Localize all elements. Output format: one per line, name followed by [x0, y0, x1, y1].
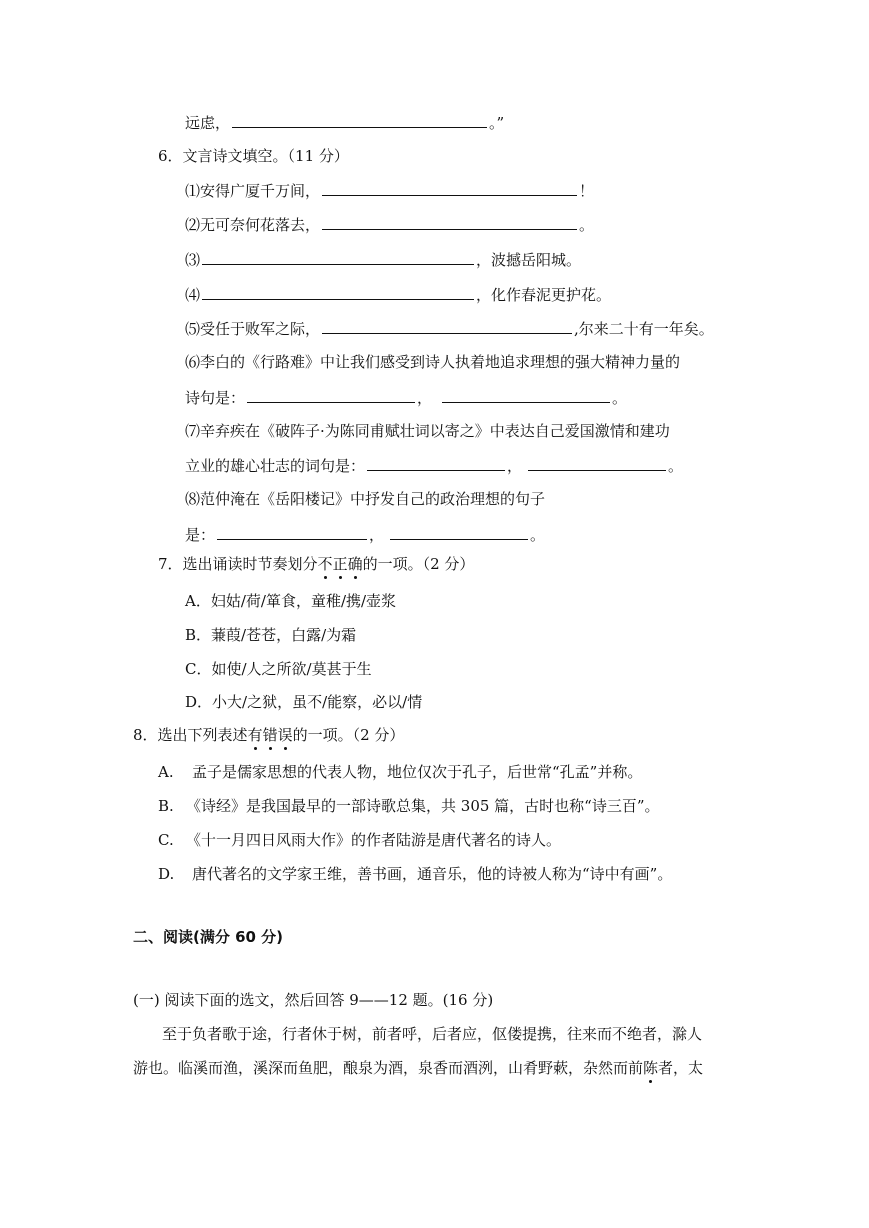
question-8-option-a: 孟子是儒家思想的代表人物，地位仅次于孔子，后世常“孔孟”并称。 [192, 763, 643, 781]
emphasis-dot-char: 不 [317, 555, 333, 573]
emphasis-dot-char: 误 [277, 726, 293, 744]
emphasis-dot-char: 陈 [643, 1059, 659, 1077]
line-continuation [185, 112, 504, 133]
text: ，波撼岳阳城。 [476, 251, 582, 269]
question-6-5 [185, 318, 714, 339]
section-2-heading: 二、阅读(满分 60 分) [133, 928, 284, 946]
answer-blank[interactable] [442, 387, 610, 403]
question-8-option-a-label: A. [158, 763, 174, 781]
emphasis-dot-char: 正 [332, 555, 348, 573]
passage-line-2 [133, 1058, 703, 1078]
text: 。 [579, 216, 595, 234]
text: 。” [489, 114, 505, 132]
text: ， [417, 389, 433, 407]
question-6-8 [185, 524, 545, 545]
question-8-option-c-label: C. [158, 831, 174, 849]
answer-blank[interactable] [322, 318, 572, 334]
question-6-2 [185, 214, 594, 235]
question-8-option-b: 《诗经》是我国最早的一部诗歌总集，共 305 篇，古时也称“诗三百”。 [186, 797, 660, 815]
text: 是： [185, 526, 216, 544]
answer-blank[interactable] [232, 112, 487, 128]
text: ， [507, 457, 523, 475]
question-8-option-b-label: B. [158, 797, 174, 815]
text: 。 [530, 526, 546, 544]
question-6-6 [185, 387, 627, 408]
answer-blank[interactable] [322, 180, 577, 196]
text: ,尔来二十有一年矣。 [574, 320, 714, 338]
text: 7．选出诵读时节奏划分 [158, 555, 318, 573]
text: ⑴安得广厦千万间， [185, 182, 321, 200]
text: 诗句是： [185, 389, 246, 407]
question-6-1 [185, 180, 594, 201]
answer-blank[interactable] [217, 524, 367, 540]
text: ！ [579, 182, 595, 200]
text: 的一项。（2 分） [292, 726, 405, 744]
question-8-option-c: 《十一月四日风雨大作》的作者陆游是唐代著名的诗人。 [186, 831, 562, 849]
text: 远虑， [185, 114, 231, 132]
question-6-8-prompt: ⑻范仲淹在《岳阳楼记》中抒发自己的政治理想的句子 [185, 490, 546, 508]
question-6-7-prompt: ⑺辛弃疾在《破阵子·为陈同甫赋壮词以寄之》中表达自己爱国激情和建功 [185, 422, 670, 440]
question-6-3 [185, 249, 581, 270]
question-7-option-b: B．蒹葭/苍苍，白露/为霜 [185, 626, 357, 644]
text: ⑸受任于败军之际， [185, 320, 321, 338]
text: ⑶ [185, 251, 201, 269]
answer-blank[interactable] [528, 455, 666, 471]
emphasis-dot-char: 确 [347, 555, 363, 573]
text: 者，太 [658, 1059, 704, 1077]
answer-blank[interactable] [390, 524, 528, 540]
question-8-title [133, 725, 404, 745]
question-8-option-d-label: D. [158, 865, 175, 883]
answer-blank[interactable] [202, 249, 474, 265]
text: 游也。临溪而渔，溪深而鱼肥，酿泉为酒，泉香而酒洌，山肴野蔌，杂然而前 [133, 1059, 644, 1077]
text: 立业的雄心壮志的词句是： [185, 457, 366, 475]
question-6-4 [185, 284, 611, 305]
text: 8．选出下列表述 [133, 726, 248, 744]
text: ， [369, 526, 385, 544]
question-7-option-d: D．小大/之狱，虽不/能察，必以/情 [185, 693, 423, 711]
answer-blank[interactable] [202, 284, 474, 300]
text: 。 [668, 457, 684, 475]
text: 。 [612, 389, 628, 407]
answer-blank[interactable] [247, 387, 415, 403]
emphasis-dot-char: 有 [247, 726, 263, 744]
question-6-7 [185, 455, 683, 476]
text: ，化作春泥更护花。 [476, 286, 612, 304]
emphasis-dot-char: 错 [262, 726, 278, 744]
answer-blank[interactable] [367, 455, 505, 471]
answer-blank[interactable] [322, 214, 577, 230]
text: ⑵无可奈何花落去， [185, 216, 321, 234]
question-6-6-prompt: ⑹李白的《行路难》中让我们感受到诗人执着地追求理想的强大精神力量的 [185, 353, 681, 371]
text: 的一项。（2 分） [362, 555, 475, 573]
question-7-option-c: C．如使/人之所欲/莫甚于生 [185, 660, 372, 678]
question-6-title: 6．文言诗文填空。（11 分） [158, 147, 349, 165]
question-7-title [158, 554, 474, 574]
text: ⑷ [185, 286, 201, 304]
passage-line-1: 至于负者歌于途，行者休于树，前者呼，后者应，伛偻提携，往来而不绝者，滁人 [162, 1025, 703, 1043]
question-8-option-d: 唐代著名的文学家王维，善书画，通音乐，他的诗被人称为“诗中有画”。 [192, 865, 673, 883]
reading-part-1-heading: (一) 阅读下面的选文，然后回答 9——12 题。(16 分) [133, 991, 494, 1009]
question-7-option-a: A．妇姑/荷/箪食，童稚/携/壶浆 [185, 592, 397, 610]
